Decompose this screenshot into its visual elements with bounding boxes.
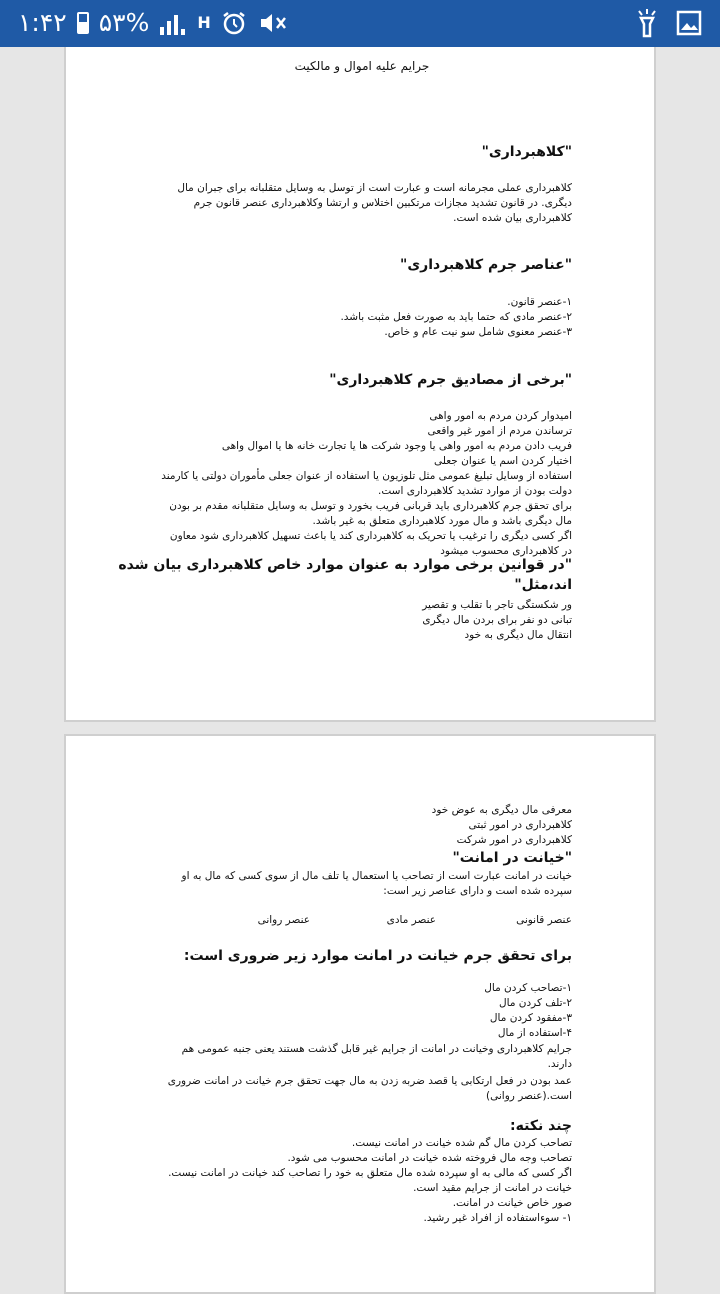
list-item: اگر کسی دیگری را ترغیب یا تحریک به کلاهبرداری کند یا باعث تسهیل کلاهبرداری شود معاون [169, 530, 572, 542]
paragraph-line: دارند. [547, 1058, 572, 1070]
list-item: ۲-تلف کردن مال [498, 997, 572, 1009]
list-item: ۴-استفاده از مال [497, 1027, 572, 1039]
element-legal: عنصر قانونی [516, 914, 572, 926]
paragraph-line: سپرده شده است و دارای عناصر زیر است: [383, 885, 572, 897]
gallery-icon[interactable] [676, 10, 702, 36]
document-page-2 [64, 734, 656, 1294]
signal-icon [159, 11, 187, 35]
list-item: فریب دادن مردم به امور واهی یا وجود شرکت ها یا تجارت خانه ها یا اموال واهی [221, 440, 572, 452]
heading-fraud-elements: "عناصر جرم کلاهبرداری" [400, 257, 572, 273]
list-item: کلاهبرداری در امور ثبتی [468, 819, 572, 831]
list-item: تصاحب وجه مال فروخته شده خیانت در امانت محسوب می شود. [287, 1152, 572, 1164]
paragraph-line: خیانت در امانت عبارت است از تصاحب یا استعمال یا تلف مال از سوی کسی که مال به او [181, 870, 572, 882]
battery-icon [77, 12, 89, 34]
list-item: خیانت در امانت از جرایم مقید است. [413, 1182, 572, 1194]
paragraph-line: عمد بودن در فعل ارتکابی یا قصد ضربه زدن به مال جهت تحقق جرم خیانت در امانت ضروری [167, 1075, 572, 1087]
list-item: انتقال مال دیگری به خود [464, 629, 572, 641]
document-page-1 [64, 47, 656, 722]
paragraph-line: است.(عنصر روانی) [486, 1090, 572, 1102]
heading-notes: چند نکته: [510, 1118, 572, 1134]
list-item: ۱-عنصر قانون. [507, 296, 572, 308]
mute-icon [257, 10, 287, 36]
list-item: ۲-عنصر مادی که حتما باید به صورت فعل مثبت باشد. [340, 311, 572, 323]
list-item: ۳-عنصر معنوی شامل سو نیت عام و خاص. [384, 326, 572, 338]
paragraph-fraud-definition: کلاهبرداری عملی مجرمانه است و عبارت است از توسل به وسایل متقلبانه برای جبران مال دیگری. در قانون تشدید مجازات مرتکبین اختلاس و ارتشا وکلاهبرداری عنصر قانون جرم کلاهبرداری بیان شده است. [177, 182, 572, 224]
list-item: ۱-تصاحب کردن مال [484, 982, 572, 994]
list-item: اختیار کردن اسم یا عنوان جعلی [434, 455, 572, 467]
list-item: برای تحقق جرم کلاهبرداری باید قربانی فریب بخورد و توسل به وسایل متقلبانه مقدم بر بودن [169, 500, 572, 512]
list-item: ترساندن مردم از امور غیر واقعی [427, 425, 572, 437]
list-item: ۱- سوءاستفاده از افراد غیر رشید. [423, 1212, 572, 1224]
battery-level: ۵۳% [98, 8, 150, 37]
heading-special-cases-cont: اند،مثل" [514, 577, 572, 593]
list-item: امیدوار کردن مردم به امور واهی [429, 410, 572, 422]
status-bar [0, 0, 720, 47]
element-mental: عنصر روانی [257, 914, 310, 926]
list-item: اگر کسی که مالی به او سپرده شده مال متعلق به خود را تصاحب کند خیانت در امانت نیست. [168, 1167, 572, 1179]
network-type: H [197, 13, 211, 32]
list-item: در کلاهبرداری محسوب میشود [440, 545, 572, 557]
flashlight-icon[interactable] [636, 8, 658, 38]
list-item: صور خاص خیانت در امانت. [452, 1197, 572, 1209]
list-item: استفاده از وسایل تبلیغ عمومی مثل تلوزیون یا استفاده از عنوان جعلی مأموران دولتی یا کارمند [161, 470, 572, 482]
list-item: مال دیگری باشد و مال مورد کلاهبرداری متعلق به غیر باشد. [312, 515, 572, 527]
heading-special-cases: "در قوانین برخی موارد به عنوان موارد خاص کلاهبرداری بیان شده [118, 557, 572, 573]
list-item: کلاهبرداری در امور شرکت [456, 834, 572, 846]
clock: ۱:۴۲ [18, 8, 67, 37]
heading-fraud: "کلاهبرداری" [481, 144, 572, 160]
list-item: تصاحب کردن مال گم شده خیانت در امانت نیست. [351, 1137, 572, 1149]
heading-fraud-examples: "برخی از مصادیق جرم کلاهبرداری" [329, 372, 572, 388]
paragraph-line: جرایم کلاهبرداری وخیانت در امانت از جرایم غیر قابل گذشت هستند یعنی جنبه عمومی هم [181, 1043, 572, 1055]
list-item: دولت بودن از موارد تشدید کلاهبرداری است. [378, 485, 572, 497]
page-header: جرایم علیه اموال و مالکیت [294, 59, 430, 73]
heading-breach-of-trust: "خیانت در امانت" [452, 850, 572, 866]
list-item: ۳-مفقود کردن مال [489, 1012, 572, 1024]
list-item: ور شکستگی تاجر با تقلب و تقصیر [422, 599, 572, 611]
list-item: معرفی مال دیگری به عوض خود [431, 804, 572, 816]
element-material: عنصر مادی [386, 914, 436, 926]
heading-conditions: برای تحقق جرم خیانت در امانت موارد زیر ضروری است: [183, 948, 572, 964]
list-item: تبانی دو نفر برای بردن مال دیگری [422, 614, 572, 626]
alarm-icon [221, 10, 247, 36]
